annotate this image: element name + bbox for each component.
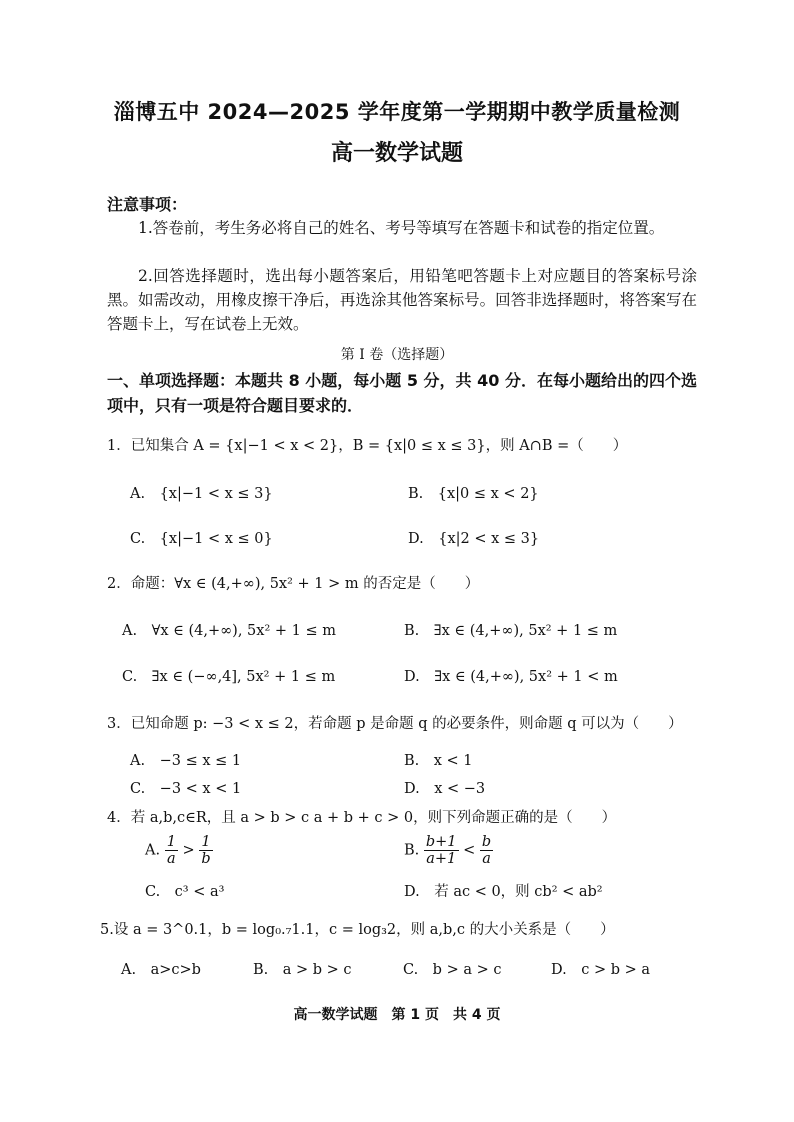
notice-item-2: 2.回答选择题时，选出每小题答案后，用铅笔吧答题卡上对应题目的答案标号涂黑。如需改动，用橡皮擦干净后，再选涂其他答案标号。回答非选择题时，将答案写在答题卡上，写在试卷上无效。 — [107, 267, 697, 333]
question-4-stem: 4．若 a,b,c∈R，且 a > b > c a + b + c > 0，则下列命题正确的是（ ） — [107, 810, 617, 826]
option-b-operator: < — [463, 842, 476, 859]
fraction-numerator: b — [481, 834, 492, 850]
fraction-denominator: a+1 — [426, 851, 457, 867]
fraction-numerator: 1 — [166, 834, 176, 850]
option-b-label: B. — [404, 842, 420, 859]
exam-title: 淄博五中 2024—2025 学年度第一学期期中教学质量检测 — [113, 100, 681, 124]
question-3-option-d: D. x < −3 — [404, 781, 486, 797]
question-4-option-c: C. c³ < a³ — [145, 884, 225, 900]
option-a-operator: > — [182, 842, 195, 859]
notice-item-1: 1.答卷前，考生务必将自己的姓名、考号等填写在答题卡和试卷的指定位置。 — [138, 219, 665, 237]
fraction-denominator: a — [166, 851, 176, 867]
option-a-fraction-2 — [199, 834, 212, 867]
option-b-fraction-2 — [480, 834, 493, 867]
question-3-option-c: C. −3 < x < 1 — [130, 781, 242, 797]
question-4-option-a — [145, 834, 213, 867]
option-a-fraction-1 — [165, 834, 178, 867]
fraction-numerator: 1 — [199, 834, 212, 851]
page-footer: 高一数学试题 第 1 页 共 4 页 — [293, 1007, 501, 1023]
question-1-option-c: C. {x|−1 < x ≤ 0} — [130, 531, 273, 547]
question-3-option-b: B. x < 1 — [404, 753, 473, 769]
question-4-option-d: D. 若 ac < 0，则 cb² < ab² — [404, 884, 603, 900]
option-a-label: A. — [145, 842, 161, 859]
question-5-option-b: B. a > b > c — [253, 962, 352, 978]
section-label: 第 I 卷（选择题） — [340, 347, 454, 363]
question-3-stem: 3．已知命题 p: −3 < x ≤ 2，若命题 p 是命题 q 的必要条件，则命题 q 可以为（ ） — [107, 716, 683, 732]
fraction-denominator: b — [201, 851, 211, 867]
question-3-option-a: A. −3 ≤ x ≤ 1 — [130, 753, 242, 769]
question-1-option-a: A. {x|−1 < x ≤ 3} — [130, 486, 273, 502]
question-4-option-b — [404, 834, 493, 867]
exam-subtitle: 高一数学试题 — [330, 141, 463, 166]
question-2-option-d: D. ∃x ∈ (4,+∞), 5x² + 1 < m — [404, 669, 618, 685]
option-b-fraction-1 — [424, 834, 459, 867]
section-heading: 一、单项选择题：本题共 8 小题，每小题 5 分，共 40 分．在每小题给出的四个选项中，只有一项是符合题目要求的． — [107, 371, 697, 415]
question-1-stem: 1．已知集合 A = {x|−1 < x < 2}，B = {x|0 ≤ x ≤ 3}，则 A∩B =（ ） — [107, 438, 628, 454]
question-2-option-c: C. ∃x ∈ (−∞,4], 5x² + 1 ≤ m — [122, 669, 336, 685]
question-1-option-d: D. {x|2 < x ≤ 3} — [408, 531, 540, 547]
question-2-option-a: A. ∀x ∈ (4,+∞), 5x² + 1 ≤ m — [122, 623, 336, 639]
notice-heading: 注意事项： — [107, 195, 188, 214]
question-1-option-b: B. {x|0 ≤ x < 2} — [408, 486, 539, 502]
question-5-option-c: C. b > a > c — [403, 962, 502, 978]
question-5-stem: 5.设 a = 3^0.1，b = log₀.₇1.1，c = log₃2，则 a,b,c 的大小关系是（ ） — [100, 922, 615, 938]
question-5-option-a: A. a>c>b — [121, 962, 201, 978]
question-2-option-b: B. ∃x ∈ (4,+∞), 5x² + 1 ≤ m — [404, 623, 618, 639]
question-5-option-d: D. c > b > a — [551, 962, 651, 978]
question-2-stem: 2．命题：∀x ∈ (4,+∞), 5x² + 1 > m 的否定是（ ） — [107, 576, 480, 592]
fraction-numerator: b+1 — [425, 834, 457, 850]
fraction-denominator: a — [482, 851, 491, 867]
